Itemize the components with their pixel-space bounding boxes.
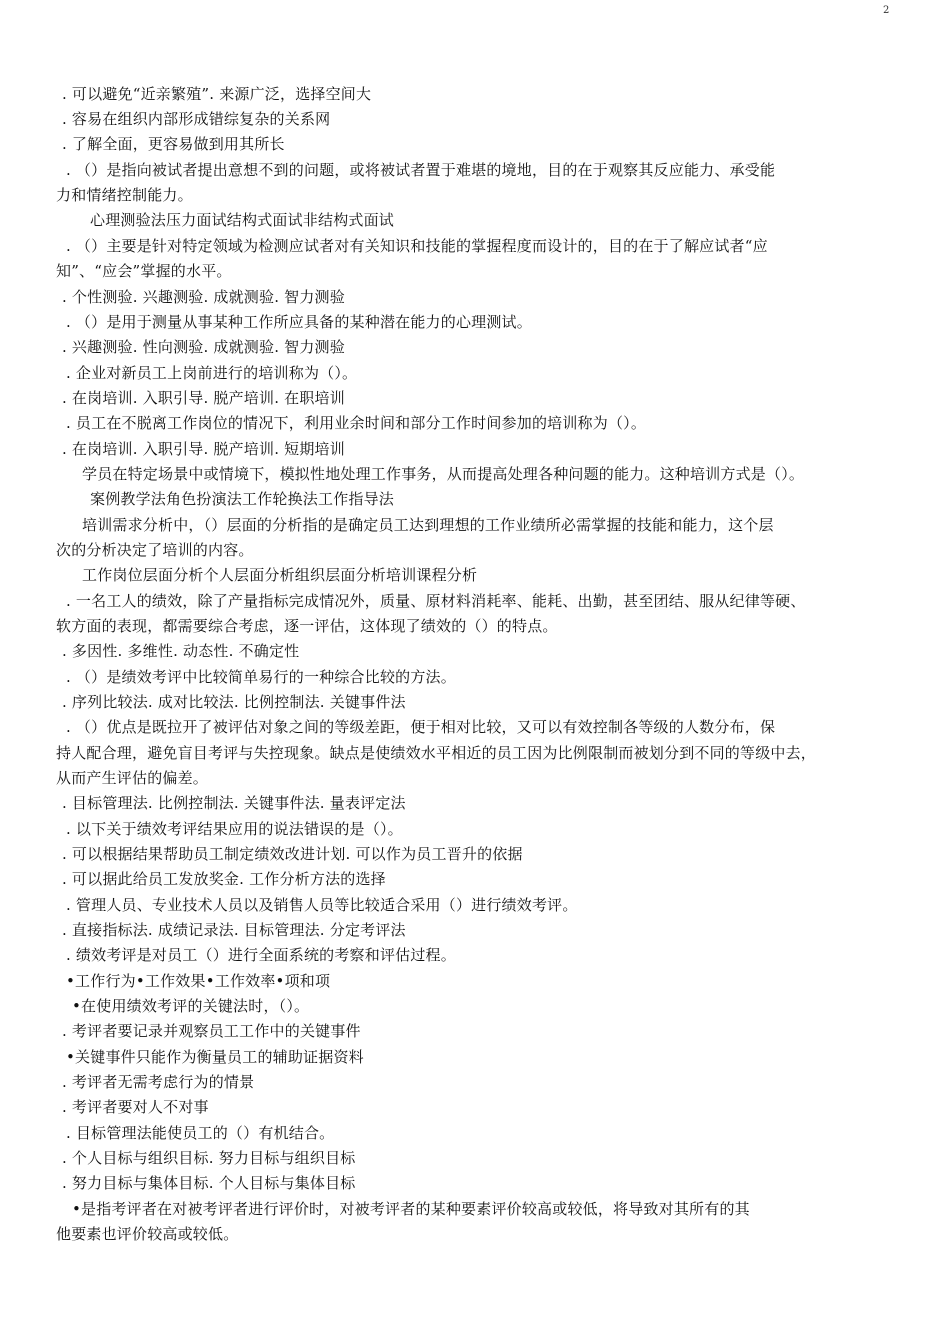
text-line: . 在岗培训. 入职引导. 脱产培训. 短期培训 [62,440,345,458]
text-line: . 管理人员、专业技术人员以及销售人员等比较适合采用（）进行绩效考评。 [66,896,578,914]
text-line: . 考评者无需考虑行为的情景 [62,1073,255,1091]
text-line: . 兴趣测验. 性向测验. 成就测验. 智力测验 [62,338,345,356]
text-line: . 目标管理法能使员工的（）有机结合。 [66,1124,335,1142]
text-line: . 序列比较法. 成对比较法. 比例控制法. 关键事件法 [62,693,406,711]
text-line: 持人配合理，避免盲目考评与失控现象。缺点是使绩效水平相近的员工因为比例限制而被划分到不同的等级中去， [56,744,817,762]
text-line: . （）主要是针对特定领域为检测应试者对有关知识和技能的掌握程度而设计的，目的在于了解应试者“应 [66,237,768,255]
text-line: 案例教学法角色扮演法工作轮换法工作指导法 [90,490,395,508]
text-line: 工作岗位层面分析个人层面分析组织层面分析培训课程分析 [82,566,478,584]
text-line: . 员工在不脱离工作岗位的情况下，利用业余时间和部分工作时间参加的培训称为（）。 [66,414,647,432]
text-line: . 可以根据结果帮助员工制定绩效改进计划. 可以作为员工晋升的依据 [62,845,523,863]
text-line: •关键事件只能作为衡量员工的辅助证据资料 [66,1048,364,1066]
text-line: •工作行为•工作效果•工作效率•项和项 [66,972,331,990]
text-line: 从而产生评估的偏差。 [56,769,209,787]
text-line: . 考评者要对人不对事 [62,1098,209,1116]
text-line: . 直接指标法. 成绩记录法. 目标管理法. 分定考评法 [62,921,406,939]
text-line: . 可以避免“近亲繁殖”. 来源广泛，选择空间大 [62,85,372,103]
text-line: 次的分析决定了培训的内容。 [56,541,254,559]
text-line: . 可以据此给员工发放奖金. 工作分析方法的选择 [62,870,386,888]
text-line: •是指考评者在对被考评者进行评价时，对被考评者的某种要素评价较高或较低，将导致对其所有的其 [72,1200,750,1218]
text-line: 知”、“应会”掌握的水平。 [56,262,232,280]
text-line: . 一名工人的绩效，除了产量指标完成情况外，质量、原材料消耗率、能耗、出勤，甚至团结、服从纪律等硬、 [66,592,806,610]
page-number: 2 [883,5,890,16]
text-line: . （）是用于测量从事某种工作所应具备的某种潜在能力的心理测试。 [66,313,532,331]
text-line: . 个人目标与组织目标. 努力目标与组织目标 [62,1149,356,1167]
text-line: . 个性测验. 兴趣测验. 成就测验. 智力测验 [62,288,345,306]
text-line: . 目标管理法. 比例控制法. 关键事件法. 量表评定法 [62,794,406,812]
text-line: 软方面的表现，都需要综合考虑，逐一评估，这体现了绩效的（）的特点。 [56,617,558,635]
text-line: •在使用绩效考评的关键法时，（）。 [72,997,310,1015]
text-line: 心理测验法压力面试结构式面试非结构式面试 [90,211,395,229]
text-line: . （）是绩效考评中比较简单易行的一种综合比较的方法。 [66,668,456,686]
text-line: . （）是指向被试者提出意想不到的问题，或将被试者置于难堪的境地，目的在于观察其反应能力、承受能 [66,161,776,179]
text-line: . （）优点是既拉开了被评估对象之间的等级差距，便于相对比较，又可以有效控制各等级的人数分布，保 [66,718,776,736]
text-line: . 容易在组织内部形成错综复杂的关系网 [62,110,331,128]
text-line: 培训需求分析中，（）层面的分析指的是确定员工达到理想的工作业绩所必需掌握的技能和能力，这个层 [82,516,774,534]
text-line: . 考评者要记录并观察员工工作中的关键事件 [62,1022,361,1040]
text-line: . 绩效考评是对员工（）进行全面系统的考察和评估过程。 [66,946,456,964]
text-line: . 企业对新员工上岗前进行的培训称为（）。 [66,364,358,382]
text-line: 力和情绪控制能力。 [56,186,193,204]
text-line: 他要素也评价较高或较低。 [56,1225,239,1243]
text-line: . 多因性. 多维性. 动态性. 不确定性 [62,642,300,660]
text-line: . 了解全面，更容易做到用其所长 [62,135,285,153]
text-line: . 努力目标与集体目标. 个人目标与集体目标 [62,1174,356,1192]
text-line: . 在岗培训. 入职引导. 脱产培训. 在职培训 [62,389,345,407]
text-line: 学员在特定场景中或情境下，模拟性地处理工作事务，从而提高处理各种问题的能力。这种培训方式是（）。 [82,465,805,483]
text-line: . 以下关于绩效考评结果应用的说法错误的是（）。 [66,820,403,838]
